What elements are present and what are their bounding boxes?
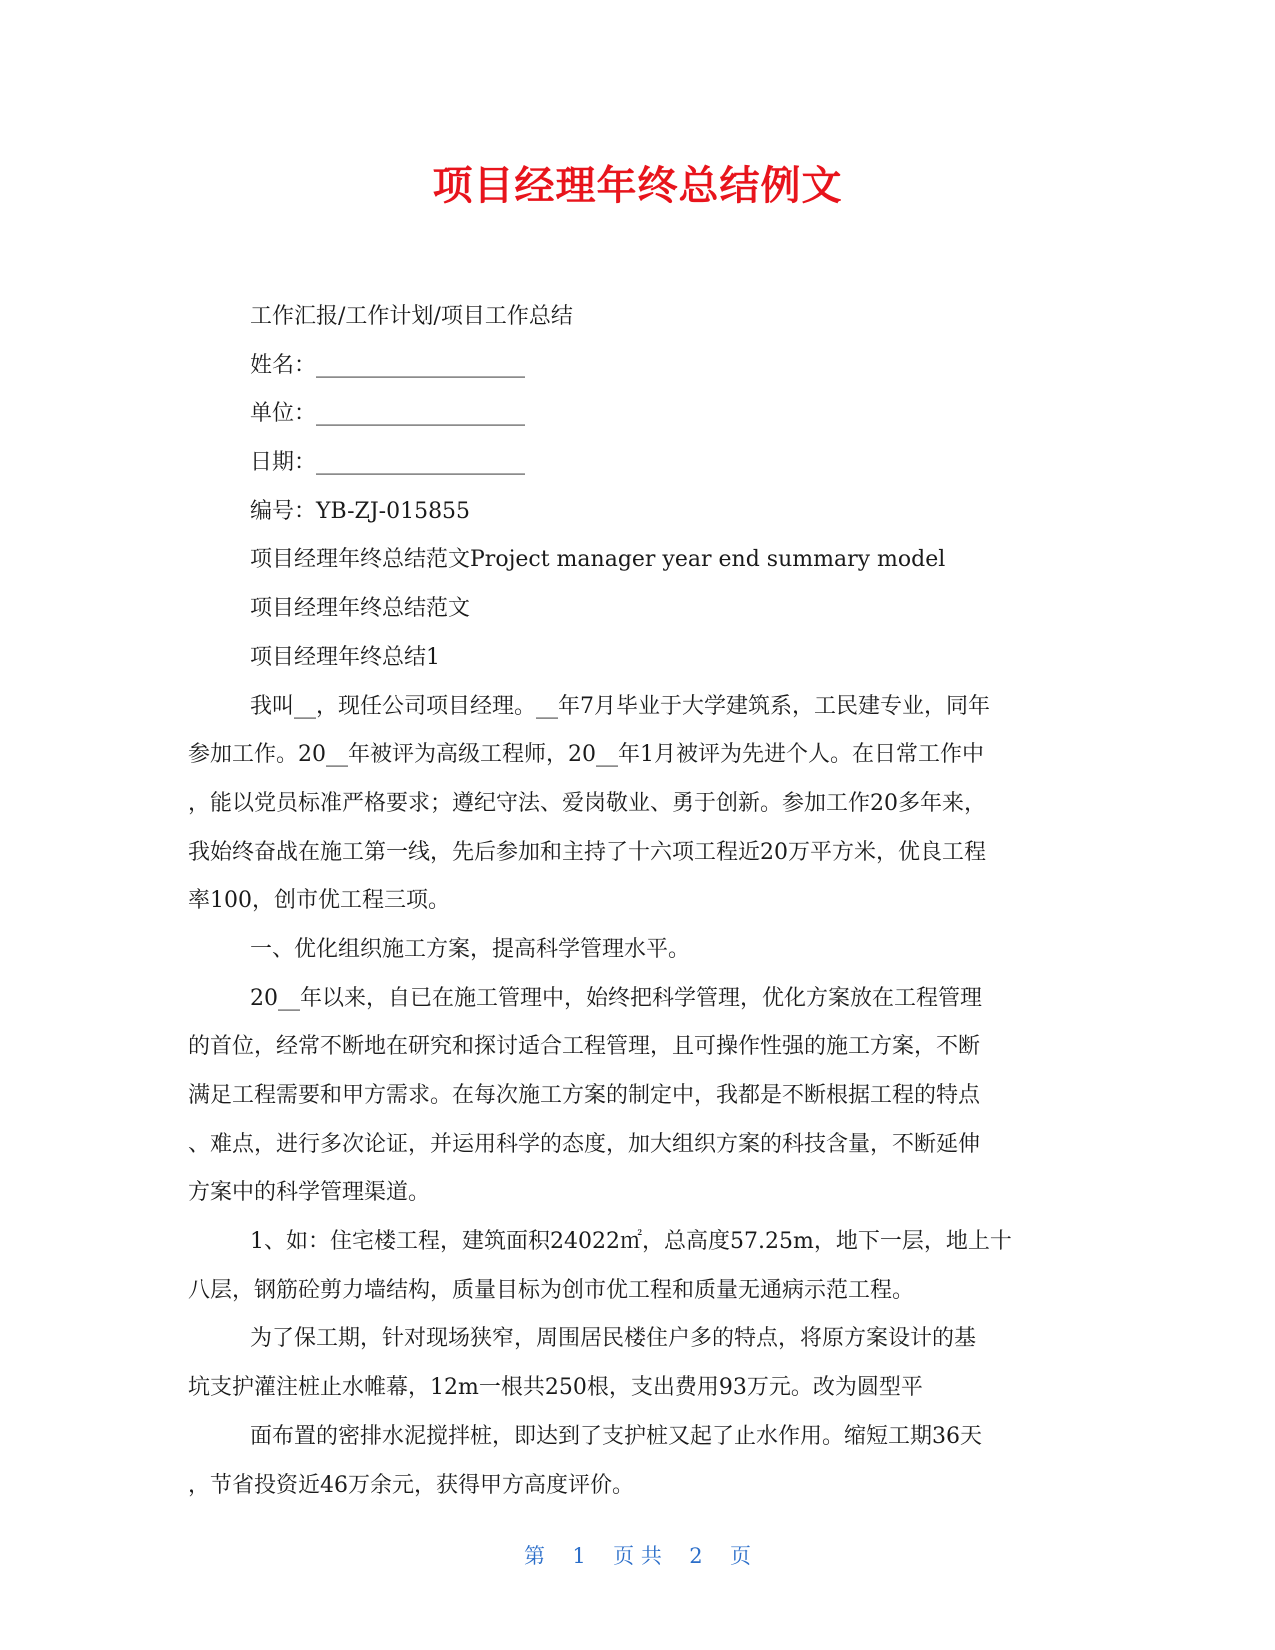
text-line: 1、如：住宅楼工程，建筑面积24022㎡，总高度57.25m，地下一层，地上十: [250, 1229, 1012, 1255]
text-line: 工作汇报/工作计划/项目工作总结: [250, 304, 573, 329]
page-label-mid: 页 共: [613, 1544, 662, 1568]
page-footer: [0, 1540, 1275, 1570]
text-line: 编号：YB-ZJ-015855: [250, 498, 471, 524]
page-label-suffix: 页: [729, 1544, 751, 1568]
text-line: 的首位，经常不断地在研究和探讨适合工程管理，且可操作性强的施工方案，不断: [188, 1034, 981, 1060]
text-line: 坑支护灌注桩止水帷幕，12m一根共250根，支出费用93万元。改为圆型平: [188, 1375, 923, 1401]
text-line: 、难点，进行多次论证，并运用科学的态度，加大组织方案的科技含量，不断延伸: [188, 1131, 981, 1157]
text-line: 项目经理年终总结范文Project manager year end summary model: [250, 547, 946, 573]
text-line: 为了保工期，针对现场狭窄，周围居民楼住户多的特点，将原方案设计的基: [250, 1326, 977, 1352]
page-label-prefix: 第: [524, 1544, 546, 1568]
text-line: 20__年以来，自已在施工管理中，始终把科学管理，优化方案放在工程管理: [250, 985, 982, 1011]
text-line: 姓名：___________________: [250, 352, 526, 378]
current-page-number: 1: [572, 1544, 586, 1568]
text-line: 项目经理年终总结1: [250, 644, 440, 670]
text-line: 率100，创市优工程三项。: [188, 888, 450, 914]
text-line: 满足工程需要和甲方需求。在每次施工方案的制定中，我都是不断根据工程的特点: [188, 1083, 981, 1108]
text-line: 方案中的科学管理渠道。: [188, 1180, 431, 1206]
text-line: ，能以党员标准严格要求；遵纪守法、爱岗敬业、勇于创新。参加工作20多年来，: [188, 790, 986, 816]
text-line: 日期：___________________: [250, 450, 526, 476]
text-line: 八层，钢筋砼剪力墙结构，质量目标为创市优工程和质量无通病示范工程。: [188, 1277, 915, 1303]
text-line: 项目经理年终总结范文: [250, 596, 471, 622]
text-line: 单位：___________________: [250, 401, 526, 427]
document-title: 项目经理年终总结例文: [432, 163, 843, 209]
document-body: [188, 293, 1086, 1510]
text-line: 一、优化组织施工方案，提高科学管理水平。: [250, 936, 691, 962]
text-line: 我叫__，现任公司项目经理。__年7月毕业于大学建筑系，工民建专业，同年: [250, 693, 990, 719]
text-line: ，节省投资近46万余元，获得甲方高度评价。: [188, 1472, 634, 1498]
total-pages-number: 2: [689, 1544, 703, 1568]
text-line: 面布置的密排水泥搅拌桩，即达到了支护桩又起了止水作用。缩短工期36天: [250, 1423, 982, 1449]
text-line: 我始终奋战在施工第一线，先后参加和主持了十六项工程近20万平方米，优良工程: [188, 839, 986, 865]
text-line: 参加工作。20__年被评为高级工程师，20__年1月被评为先进个人。在日常工作中: [188, 742, 984, 768]
